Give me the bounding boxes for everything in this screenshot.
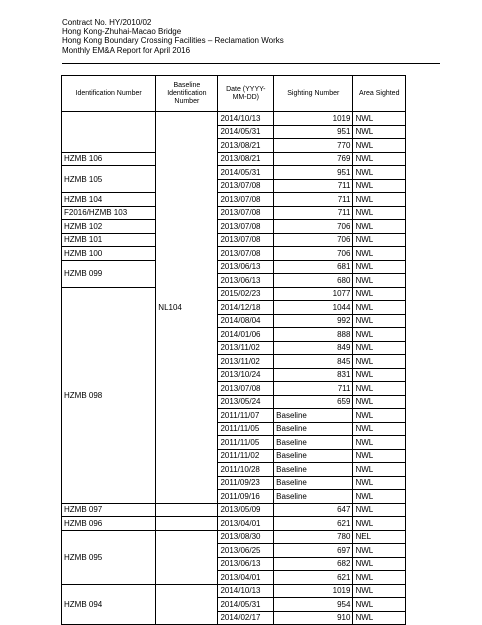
date-cell: 2013/07/08 xyxy=(218,233,274,247)
sighting-number-cell: Baseline xyxy=(274,449,353,463)
area-cell: NWL xyxy=(353,206,406,220)
date-cell: 2013/07/08 xyxy=(218,220,274,234)
table-body xyxy=(62,112,406,625)
area-cell: NEL xyxy=(353,530,406,544)
sighting-number-cell: 706 xyxy=(274,233,353,247)
area-cell: NWL xyxy=(353,247,406,261)
date-cell: 2011/11/05 xyxy=(218,436,274,450)
area-cell: NWL xyxy=(353,517,406,531)
baseline-cell xyxy=(156,517,218,531)
date-cell: 2014/02/17 xyxy=(218,611,274,625)
identification-cell xyxy=(62,112,156,153)
table-row xyxy=(62,530,406,544)
col-header-date: Date (YYYY-MM-DD) xyxy=(218,76,274,112)
sighting-number-cell: 621 xyxy=(274,517,353,531)
area-cell: NWL xyxy=(353,557,406,571)
date-cell: 2011/10/28 xyxy=(218,463,274,477)
identification-cell: HZMB 106 xyxy=(62,152,156,166)
table-row xyxy=(62,152,406,166)
table-header-row xyxy=(62,76,406,112)
area-cell: NWL xyxy=(353,314,406,328)
area-cell: NWL xyxy=(353,139,406,153)
area-cell: NWL xyxy=(353,571,406,585)
identification-cell: HZMB 097 xyxy=(62,503,156,517)
sighting-number-cell: 680 xyxy=(274,274,353,288)
table-row xyxy=(62,260,406,274)
area-cell: NWL xyxy=(353,328,406,342)
identification-cell: HZMB 105 xyxy=(62,166,156,193)
identification-cell: F2016/HZMB 103 xyxy=(62,206,156,220)
baseline-cell xyxy=(156,530,218,584)
sighting-number-cell: 992 xyxy=(274,314,353,328)
sighting-number-cell: 769 xyxy=(274,152,353,166)
col-header-identification: Identification Number xyxy=(62,76,156,112)
table-row xyxy=(62,220,406,234)
sighting-number-cell: 659 xyxy=(274,395,353,409)
date-cell: 2011/11/02 xyxy=(218,449,274,463)
area-cell: NWL xyxy=(353,287,406,301)
baseline-cell xyxy=(156,503,218,517)
date-cell: 2011/11/05 xyxy=(218,422,274,436)
identification-cell: HZMB 094 xyxy=(62,584,156,625)
date-cell: 2013/06/13 xyxy=(218,274,274,288)
area-cell: NWL xyxy=(353,112,406,126)
sighting-number-cell: 711 xyxy=(274,193,353,207)
date-cell: 2013/07/08 xyxy=(218,382,274,396)
sighting-number-cell: Baseline xyxy=(274,409,353,423)
date-cell: 2013/04/01 xyxy=(218,517,274,531)
area-cell: NWL xyxy=(353,409,406,423)
date-cell: 2013/07/08 xyxy=(218,179,274,193)
area-cell: NWL xyxy=(353,233,406,247)
sighting-number-cell: 910 xyxy=(274,611,353,625)
area-cell: NWL xyxy=(353,274,406,288)
sighting-number-cell: 954 xyxy=(274,598,353,612)
area-cell: NWL xyxy=(353,125,406,139)
table-row xyxy=(62,503,406,517)
table-row xyxy=(62,193,406,207)
sighting-number-cell: Baseline xyxy=(274,463,353,477)
sighting-table xyxy=(61,75,406,625)
area-cell: NWL xyxy=(353,152,406,166)
area-cell: NWL xyxy=(353,301,406,315)
date-cell: 2014/05/31 xyxy=(218,125,274,139)
date-cell: 2013/11/02 xyxy=(218,355,274,369)
contract-number: Contract No. HY/2010/02 xyxy=(62,18,152,27)
area-cell: NWL xyxy=(353,179,406,193)
sighting-number-cell: 697 xyxy=(274,544,353,558)
sighting-number-cell: Baseline xyxy=(274,476,353,490)
date-cell: 2013/06/13 xyxy=(218,557,274,571)
date-cell: 2014/08/04 xyxy=(218,314,274,328)
report-title: Monthly EM&A Report for April 2016 xyxy=(62,45,191,55)
baseline-cell xyxy=(156,584,218,625)
sighting-number-cell: 681 xyxy=(274,260,353,274)
sighting-number-cell: 951 xyxy=(274,125,353,139)
table-row xyxy=(62,517,406,531)
sighting-number-cell: 951 xyxy=(274,166,353,180)
date-cell: 2013/11/02 xyxy=(218,341,274,355)
identification-cell: HZMB 101 xyxy=(62,233,156,247)
sighting-number-cell: 780 xyxy=(274,530,353,544)
date-cell: 2013/08/30 xyxy=(218,530,274,544)
sighting-number-cell: Baseline xyxy=(274,490,353,504)
area-cell: NWL xyxy=(353,611,406,625)
identification-cell: HZMB 100 xyxy=(62,247,156,261)
identification-cell: HZMB 095 xyxy=(62,530,156,584)
area-cell: NWL xyxy=(353,368,406,382)
sighting-number-cell: 711 xyxy=(274,206,353,220)
area-cell: NWL xyxy=(353,449,406,463)
area-cell: NWL xyxy=(353,598,406,612)
baseline-cell: NL104 xyxy=(156,112,218,504)
area-cell: NWL xyxy=(353,544,406,558)
date-cell: 2013/10/24 xyxy=(218,368,274,382)
area-cell: NWL xyxy=(353,166,406,180)
identification-cell: HZMB 104 xyxy=(62,193,156,207)
date-cell: 2014/12/18 xyxy=(218,301,274,315)
sighting-number-cell: 1019 xyxy=(274,112,353,126)
identification-cell: HZMB 102 xyxy=(62,220,156,234)
date-cell: 2013/04/01 xyxy=(218,571,274,585)
area-cell: NWL xyxy=(353,584,406,598)
table-row xyxy=(62,206,406,220)
table-row xyxy=(62,287,406,301)
area-cell: NWL xyxy=(353,422,406,436)
area-cell: NWL xyxy=(353,463,406,477)
area-cell: NWL xyxy=(353,476,406,490)
date-cell: 2014/05/31 xyxy=(218,598,274,612)
date-cell: 2013/05/24 xyxy=(218,395,274,409)
report-header xyxy=(62,18,284,55)
date-cell: 2014/01/06 xyxy=(218,328,274,342)
identification-cell: HZMB 099 xyxy=(62,260,156,287)
date-cell: 2013/05/09 xyxy=(218,503,274,517)
sighting-number-cell: 621 xyxy=(274,571,353,585)
date-cell: 2011/11/07 xyxy=(218,409,274,423)
col-header-area: Area Sighted xyxy=(353,76,406,112)
sighting-number-cell: 706 xyxy=(274,220,353,234)
table-row xyxy=(62,233,406,247)
project-subtitle: Hong Kong Boundary Crossing Facilities – Reclamation Works xyxy=(62,36,284,46)
area-cell: NWL xyxy=(353,260,406,274)
area-cell: NWL xyxy=(353,436,406,450)
header-divider xyxy=(62,63,440,64)
date-cell: 2014/05/31 xyxy=(218,166,274,180)
date-cell: 2013/08/21 xyxy=(218,139,274,153)
table-row xyxy=(62,112,406,126)
col-header-baseline: Baseline Identification Number xyxy=(156,76,218,112)
date-cell: 2011/09/23 xyxy=(218,476,274,490)
col-header-sighting-number: Sighting Number xyxy=(274,76,353,112)
area-cell: NWL xyxy=(353,220,406,234)
date-cell: 2015/02/23 xyxy=(218,287,274,301)
date-cell: 2014/10/13 xyxy=(218,584,274,598)
area-cell: NWL xyxy=(353,490,406,504)
identification-cell: HZMB 098 xyxy=(62,287,156,503)
sighting-number-cell: 845 xyxy=(274,355,353,369)
sighting-number-cell: 647 xyxy=(274,503,353,517)
date-cell: 2013/07/08 xyxy=(218,206,274,220)
area-cell: NWL xyxy=(353,382,406,396)
area-cell: NWL xyxy=(353,193,406,207)
area-cell: NWL xyxy=(353,341,406,355)
sighting-number-cell: 711 xyxy=(274,382,353,396)
sighting-number-cell: Baseline xyxy=(274,422,353,436)
table-row xyxy=(62,584,406,598)
date-cell: 2013/08/21 xyxy=(218,152,274,166)
area-cell: NWL xyxy=(353,503,406,517)
sighting-number-cell: 1019 xyxy=(274,584,353,598)
identification-cell: HZMB 096 xyxy=(62,517,156,531)
date-cell: 2013/07/08 xyxy=(218,247,274,261)
area-cell: NWL xyxy=(353,355,406,369)
project-name: Hong Kong-Zhuhai-Macao Bridge xyxy=(62,27,182,37)
date-cell: 2014/10/13 xyxy=(218,112,274,126)
sighting-number-cell: 711 xyxy=(274,179,353,193)
date-cell: 2013/07/08 xyxy=(218,193,274,207)
date-cell: 2013/06/25 xyxy=(218,544,274,558)
area-cell: NWL xyxy=(353,395,406,409)
sighting-number-cell: 849 xyxy=(274,341,353,355)
date-cell: 2013/06/13 xyxy=(218,260,274,274)
sighting-number-cell: 682 xyxy=(274,557,353,571)
sighting-number-cell: 1044 xyxy=(274,301,353,315)
sighting-number-cell: 1077 xyxy=(274,287,353,301)
table-row xyxy=(62,247,406,261)
table-row xyxy=(62,166,406,180)
sighting-number-cell: 888 xyxy=(274,328,353,342)
sighting-number-cell: Baseline xyxy=(274,436,353,450)
sighting-number-cell: 770 xyxy=(274,139,353,153)
date-cell: 2011/09/16 xyxy=(218,490,274,504)
sighting-number-cell: 706 xyxy=(274,247,353,261)
sighting-number-cell: 831 xyxy=(274,368,353,382)
